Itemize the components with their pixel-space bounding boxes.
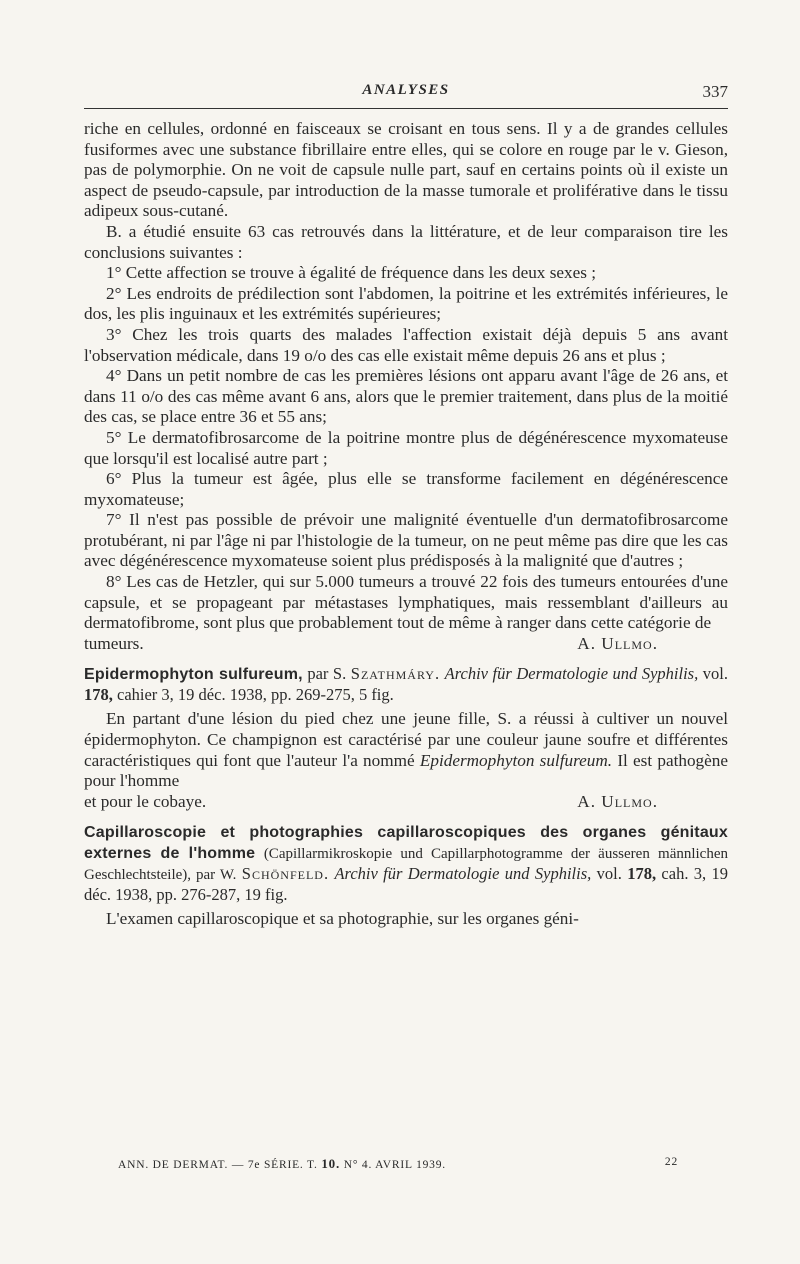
entry-title: Epidermophyton sulfureum, (84, 666, 303, 684)
entry-details: cahier 3, 19 déc. 1938, pp. 269-275, 5 fig. (117, 685, 394, 705)
entry-author: Schönfeld. (241, 864, 330, 884)
signature-mark: 22 (664, 1156, 678, 1168)
paragraph: B. a étudié ensuite 63 cas retrouvés dans la littérature, et de leur comparaison tire les conclusions suivantes : (84, 221, 728, 262)
entry-vol-label: vol. (702, 664, 728, 684)
list-item: 6° Plus la tumeur est âgée, plus elle se transforme facilement en dégénérescence myxomateuse; (84, 469, 728, 509)
entry-volume: 178, (84, 685, 113, 705)
entry-body-text: En partant d'une lésion du pied chez une jeune fille, S. a réussi à cultiver un nouvel épidermophyton. Ce champignon est caractérisé par une couleur jaune soufre et différentes caractéristiques qui font que l'auteur l'a nommé (84, 709, 728, 770)
header-rule (84, 108, 728, 109)
entry-journal: Archiv für Dermatologie und Syphilis, (444, 664, 699, 684)
footer-text: ANN. DE DERMAT. — 7e SÉRIE. T. (118, 1159, 318, 1171)
list-item: 2° Les endroits de prédilection sont l'abdomen, la poitrine et les extrémités inférieures, le dos, les plis inguinaux et les extrémités supérieures; (84, 283, 728, 324)
paragraph: L'examen capillaroscopique et sa photographie, sur les organes géni- (106, 909, 579, 929)
list-item: 4° Dans un petit nombre de cas les premières lésions ont apparu avant l'âge de 26 ans, et dans 11 o/o des cas même avant 6 ans, alors que le premier traitement, dans plus de la moitié des cas, se place entre 36 et 55 ans; (84, 366, 728, 427)
paragraph: riche en cellules, ordonné en faisceaux se croisant en tous sens. Il y a de grandes cellules fusiformes avec une substance fibrillaire entre elles, qui se colore en rouge par le v. Gieson, pas de polymorphie. On ne voit de capsule nulle part, sauf en certains points où il existe un aspect de pseudo-capsule, par introduction de la masse tumorale et proliférative dans le tissu adipeux sous-cutané. (84, 119, 728, 221)
list-item: 8° Les cas de Hetzler, qui sur 5.000 tumeurs a trouvé 22 fois des tumeurs entourées d'une capsule, et se propageant par métastases lymphatiques, mais ressemblant d'ailleurs au dermatofibrome, sont plus que probablement tout de même à ranger dans cette catégorie de (84, 572, 728, 633)
signature-line (84, 792, 728, 813)
signature-line (84, 634, 728, 655)
list-item: 5° Le dermatofibrosarcome de la poitrine montre plus de dégénérescence myxomateuse que lorsqu'il est localisé autre part ; (84, 427, 728, 468)
signature-text: et pour le cobaye. (84, 791, 207, 811)
entry-vol-label: vol. (596, 864, 622, 884)
entry-subtitle: (Capillarmikroskopie und Capillarphotogramme der äusseren männlichen Geschlechtsteile), par W. (84, 846, 728, 884)
bibliography-entry (84, 664, 728, 705)
entry-journal: Archiv für Dermatologie und Syphilis, (334, 864, 592, 884)
footer-text: N° 4. AVRIL 1939. (343, 1159, 446, 1171)
page-footer (118, 1156, 678, 1172)
entry-title: Capillaroscopie et photographies capillaroscopiques des organes génitaux externes de l'homme (84, 824, 728, 863)
signature-author: A. Ullmo. (577, 791, 658, 811)
running-title: ANALYSES (362, 82, 450, 98)
footer-journal (118, 1156, 446, 1172)
entry-author: Szathmáry. (350, 664, 441, 684)
list-item: 7° Il n'est pas possible de prévoir une malignité éventuelle d'un dermatofibrosarcome protubérant, ni par l'âge ni par l'histologie de la tumeur, on ne peut même pas dire que les cas avec dégénérescence myxomateuse soient plus prédisposés à la malignité que d'autres ; (84, 510, 728, 571)
page-content (84, 80, 728, 930)
bibliography-entry (84, 822, 728, 905)
signature-text: tumeurs. (84, 633, 144, 653)
signature-author: A. Ullmo. (577, 633, 658, 653)
page-number: 337 (702, 82, 728, 101)
page-header (84, 80, 728, 108)
species-name: Epidermophyton sulfureum. (419, 750, 613, 770)
entry-body-text: Il est pathogène pour l'homme (84, 750, 728, 791)
entry-par: par S. (307, 664, 347, 684)
list-item: 1° Cette affection se trouve à égalité de fréquence dans les deux sexes ; (106, 263, 596, 283)
list-item: 3° Chez les trois quarts des malades l'affection existait déjà depuis 5 ans avant l'observation médicale, dans 19 o/o des cas elle existait même depuis 26 ans et plus ; (84, 324, 728, 365)
entry-details: cah. 3, 19 déc. 1938, pp. 276-287, 19 fig. (84, 864, 729, 905)
footer-volume: 10. (321, 1156, 341, 1171)
entry-volume: 178, (627, 864, 657, 884)
entry-body (84, 709, 728, 791)
